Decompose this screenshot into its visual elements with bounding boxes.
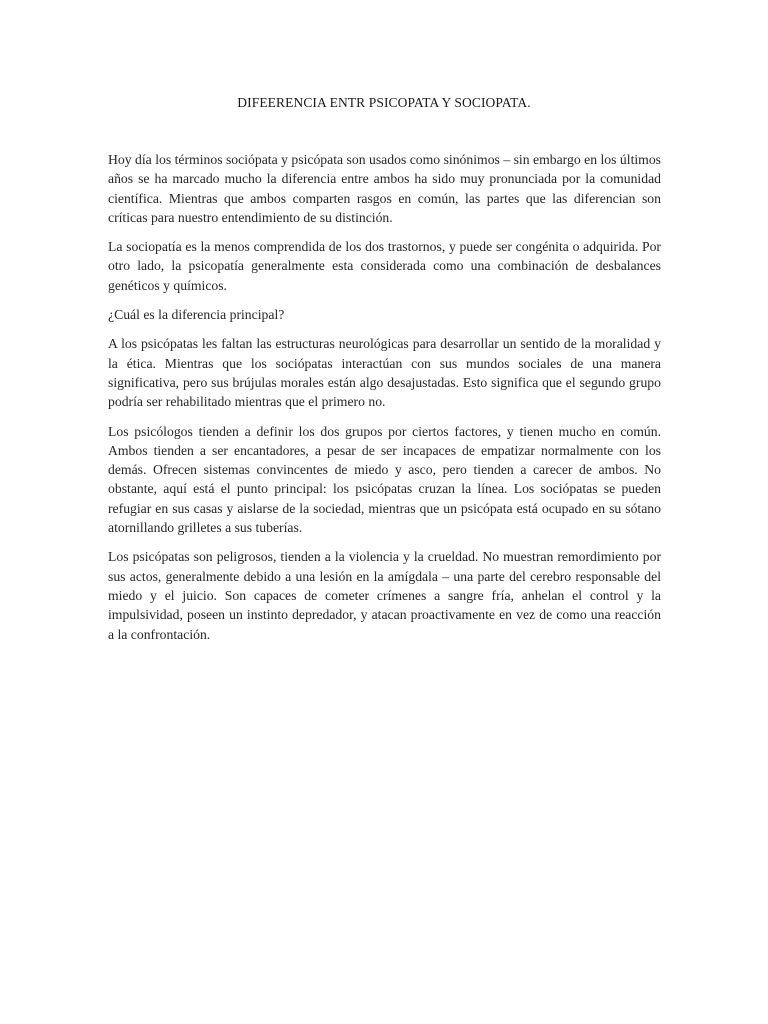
paragraph-psychologists: Los psicólogos tienden a definir los dos grupos por ciertos factores, y tienen mucho en común. Ambos tienden a ser encantadores, a pesar de ser incapaces de empatizar normalmente con los demás. Ofrecen sistemas convincentes de miedo y asco, pero tienden a carecer de ambos. No obstante, aquí está el punto principal: los psicópatas cruzan la línea. Los sociópatas se pueden refugiar en sus casas y aislarse de la sociedad, mientras que un psicópata está ocupado en su sótano atornillando grilletes a sus tuberías. [108,423,661,536]
document-body [108,150,661,654]
paragraph-dangerous: Los psicópatas son peligrosos, tienden a la violencia y la crueldad. No muestran remordimiento por sus actos, generalmente debido a una lesión en la amígdala – una parte del cerebro responsable del miedo y el juicio. Son capaces de cometer crímenes a sangre fría, anhelan el control y la impulsividad, poseen un instinto depredador, y atacan proactivamente en vez de como una reacción a la confrontación. [108,549,661,642]
paragraph-sociopathy: La sociopatía es la menos comprendida de los dos trastornos, y puede ser congénita o adquirida. Por otro lado, la psicopatía generalmente esta considerada como una combinación de desbalances genéticos y químicos. [108,239,661,293]
paragraph-question: ¿Cuál es la diferencia principal? [108,307,285,323]
document-title: DIFEERENCIA ENTR PSICOPATA Y SOCIOPATA. [237,95,531,110]
paragraph-intro: Hoy día los términos sociópata y psicópata son usados como sinónimos – sin embargo en los últimos años se ha marcado mucho la diferencia entre ambos ha sido muy pronunciada por la comunidad científica. Mientras que ambos comparten rasgos en común, las partes que las diferencian son críticas para nuestro entendimiento de su distinción. [108,152,661,225]
paragraph-psychopaths-morality: A los psicópatas les faltan las estructuras neurológicas para desarrollar un sentido de la moralidad y la ética. Mientras que los sociópatas interactúan con sus mundos sociales de una manera significativa, pero sus brújulas morales están algo desajustadas. Esto significa que el segundo grupo podría ser rehabilitado mientras que el primero no. [108,336,661,410]
